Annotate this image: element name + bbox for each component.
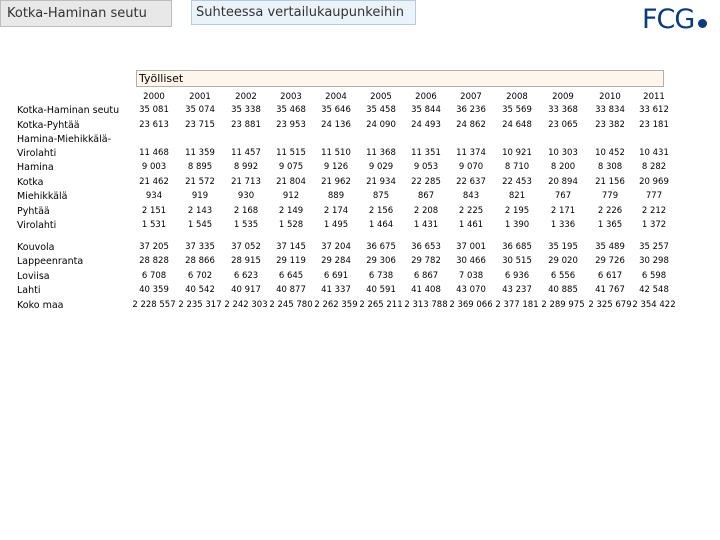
table-cell: 11 510	[321, 148, 351, 158]
table-cell: 2 171	[550, 206, 576, 216]
row-label: Kotka	[17, 177, 44, 188]
table-cell: 40 917	[231, 285, 261, 295]
row-label: Kotka-Pyhtää	[17, 120, 80, 131]
year-header: 2007	[460, 92, 482, 102]
year-header: 2006	[415, 92, 437, 102]
table-cell: 10 303	[548, 148, 578, 158]
table-cell: 1 495	[323, 220, 349, 230]
table-cell: 35 569	[502, 105, 532, 115]
table-cell: 11 374	[456, 148, 486, 158]
table-cell: 36 685	[502, 242, 532, 252]
table-cell: 35 074	[185, 105, 215, 115]
table-cell: 2 369 066	[449, 300, 493, 310]
table-cell: 1 372	[641, 220, 667, 230]
table-cell: 1 535	[233, 220, 259, 230]
year-header: 2001	[189, 92, 211, 102]
table-cell: 29 020	[548, 256, 578, 266]
table-cell: 1 390	[504, 220, 530, 230]
table-cell: 2 195	[504, 206, 530, 216]
logo-dot-icon	[698, 19, 707, 28]
table-cell: 37 052	[231, 242, 261, 252]
table-cell: 36 236	[456, 105, 486, 115]
table-cell: 2 149	[278, 206, 304, 216]
table-cell: 1 461	[458, 220, 484, 230]
table-cell: 7 038	[458, 271, 484, 281]
table-cell: 1 528	[278, 220, 304, 230]
table-cell: 30 298	[639, 256, 669, 266]
table-cell: 29 782	[411, 256, 441, 266]
table-cell: 2 242 303	[224, 300, 268, 310]
table-cell: 875	[372, 191, 390, 201]
row-label: Lahti	[17, 285, 41, 296]
table-header-band	[136, 70, 664, 87]
table-cell: 40 877	[276, 285, 306, 295]
table-cell: 1 464	[368, 220, 394, 230]
logo-text: FCG	[642, 3, 695, 35]
year-header: 2004	[325, 92, 347, 102]
table-cell: 24 090	[366, 120, 396, 130]
table-cell: 28 866	[185, 256, 215, 266]
table-cell: 33 834	[595, 105, 625, 115]
year-header: 2002	[235, 92, 257, 102]
table-cell: 21 572	[185, 177, 215, 187]
table-cell: 23 065	[548, 120, 578, 130]
table-cell: 30 466	[456, 256, 486, 266]
table-cell: 11 515	[276, 148, 306, 158]
table-cell: 8 895	[187, 162, 213, 172]
year-header: 2009	[552, 92, 574, 102]
table-cell: 23 181	[639, 120, 669, 130]
table-cell: 40 359	[139, 285, 169, 295]
row-label: Hamina	[17, 162, 54, 173]
table-cell: 8 282	[641, 162, 667, 172]
table-cell: 10 921	[502, 148, 532, 158]
table-cell: 20 969	[639, 177, 669, 187]
table-cell: 8 308	[597, 162, 623, 172]
row-label: Loviisa	[17, 271, 50, 282]
year-header: 2003	[280, 92, 302, 102]
table-cell: 33 368	[548, 105, 578, 115]
table-cell: 37 205	[139, 242, 169, 252]
fcg-logo	[642, 3, 707, 35]
table-cell: 37 145	[276, 242, 306, 252]
table-cell: 2 265 211	[359, 300, 403, 310]
table-cell: 24 648	[502, 120, 532, 130]
table-cell: 35 489	[595, 242, 625, 252]
table-cell: 767	[554, 191, 572, 201]
table-cell: 1 336	[550, 220, 576, 230]
table-cell: 35 468	[276, 105, 306, 115]
table-cell: 35 458	[366, 105, 396, 115]
table-cell: 6 617	[597, 271, 623, 281]
table-cell: 6 867	[413, 271, 439, 281]
table-cell: 6 691	[323, 271, 349, 281]
year-header: 2000	[143, 92, 165, 102]
table-cell: 2 354 422	[632, 300, 676, 310]
table-cell: 6 708	[141, 271, 167, 281]
table-cell: 8 710	[504, 162, 530, 172]
table-cell: 29 119	[276, 256, 306, 266]
table-cell: 29 726	[595, 256, 625, 266]
table-cell: 9 029	[368, 162, 394, 172]
table-cell: 2 151	[141, 206, 167, 216]
year-header: 2010	[599, 92, 621, 102]
table-cell: 919	[191, 191, 209, 201]
table-cell: 9 075	[278, 162, 304, 172]
year-header: 2005	[370, 92, 392, 102]
year-header: 2011	[643, 92, 665, 102]
table-cell: 8 992	[233, 162, 259, 172]
table-cell: 777	[645, 191, 663, 201]
row-label: Miehikkälä	[17, 191, 68, 202]
table-cell: 934	[145, 191, 163, 201]
table-cell: 23 881	[231, 120, 261, 130]
table-cell: 43 070	[456, 285, 486, 295]
table-cell: 821	[508, 191, 526, 201]
table-cell: 2 143	[187, 206, 213, 216]
row-label: Koko maa	[17, 300, 64, 311]
table-cell: 2 262 359	[314, 300, 358, 310]
row-label: Pyhtää	[17, 206, 50, 217]
table-cell: 2 235 317	[178, 300, 222, 310]
table-cell: 10 431	[639, 148, 669, 158]
table-cell: 37 204	[321, 242, 351, 252]
table-cell: 1 531	[141, 220, 167, 230]
table-cell: 42 548	[639, 285, 669, 295]
table-cell: 2 228 557	[132, 300, 176, 310]
table-cell: 30 515	[502, 256, 532, 266]
table-cell: 2 377 181	[495, 300, 539, 310]
table-cell: 9 070	[458, 162, 484, 172]
row-label: Kouvola	[17, 242, 55, 253]
table-cell: 41 767	[595, 285, 625, 295]
table-cell: 35 844	[411, 105, 441, 115]
table-cell: 22 285	[411, 177, 441, 187]
table-cell: 22 637	[456, 177, 486, 187]
table-cell: 23 953	[276, 120, 306, 130]
table-cell: 6 702	[187, 271, 213, 281]
table-cell: 11 359	[185, 148, 215, 158]
table-cell: 24 493	[411, 120, 441, 130]
row-label: Hamina-Miehikkälä-	[17, 134, 112, 145]
table-cell: 21 934	[366, 177, 396, 187]
table-cell: 41 337	[321, 285, 351, 295]
table-cell: 6 623	[233, 271, 259, 281]
table-cell: 2 289 975	[541, 300, 585, 310]
row-label: Virolahti	[17, 148, 57, 159]
table-cell: 20 894	[548, 177, 578, 187]
table-cell: 9 126	[323, 162, 349, 172]
region-label: Kotka-Haminan seutu	[0, 0, 172, 27]
table-cell: 843	[462, 191, 480, 201]
table-cell: 11 368	[366, 148, 396, 158]
table-cell: 28 828	[139, 256, 169, 266]
table-cell: 41 408	[411, 285, 441, 295]
table-cell: 36 653	[411, 242, 441, 252]
table-cell: 9 053	[413, 162, 439, 172]
table-cell: 40 591	[366, 285, 396, 295]
row-label: Virolahti	[17, 220, 57, 231]
table-cell: 21 462	[139, 177, 169, 187]
table-cell: 11 468	[139, 148, 169, 158]
table-cell: 2 208	[413, 206, 439, 216]
table-cell: 43 237	[502, 285, 532, 295]
table-cell: 1 365	[597, 220, 623, 230]
table-cell: 40 542	[185, 285, 215, 295]
table-cell: 11 351	[411, 148, 441, 158]
table-cell: 6 738	[368, 271, 394, 281]
table-cell: 889	[327, 191, 345, 201]
table-cell: 2 225	[458, 206, 484, 216]
table-cell: 6 556	[550, 271, 576, 281]
table-cell: 35 646	[321, 105, 351, 115]
table-cell: 24 862	[456, 120, 486, 130]
table-cell: 21 156	[595, 177, 625, 187]
table-cell: 930	[237, 191, 255, 201]
table-cell: 33 612	[639, 105, 669, 115]
table-cell: 11 457	[231, 148, 261, 158]
table-cell: 6 598	[641, 271, 667, 281]
table-cell: 35 338	[231, 105, 261, 115]
table-cell: 29 284	[321, 256, 351, 266]
table-cell: 912	[282, 191, 300, 201]
page-title: Suhteessa vertailukaupunkeihin	[191, 0, 416, 25]
table-cell: 23 613	[139, 120, 169, 130]
table-cell: 2 156	[368, 206, 394, 216]
table-cell: 28 915	[231, 256, 261, 266]
table-cell: 21 962	[321, 177, 351, 187]
row-label: Lappeenranta	[17, 256, 84, 267]
table-cell: 35 257	[639, 242, 669, 252]
table-cell: 37 001	[456, 242, 486, 252]
table-cell: 37 335	[185, 242, 215, 252]
row-label: Kotka-Haminan seutu	[17, 105, 120, 116]
table-cell: 35 081	[139, 105, 169, 115]
table-title: Työlliset	[139, 72, 184, 85]
table-cell: 1 545	[187, 220, 213, 230]
table-cell: 2 168	[233, 206, 259, 216]
table-cell: 21 804	[276, 177, 306, 187]
table-cell: 29 306	[366, 256, 396, 266]
table-cell: 24 136	[321, 120, 351, 130]
table-cell: 1 431	[413, 220, 439, 230]
table-cell: 2 226	[597, 206, 623, 216]
table-cell: 2 325 679	[588, 300, 632, 310]
year-header: 2008	[506, 92, 528, 102]
table-cell: 23 382	[595, 120, 625, 130]
table-cell: 9 003	[141, 162, 167, 172]
table-cell: 36 675	[366, 242, 396, 252]
table-cell: 6 936	[504, 271, 530, 281]
table-cell: 2 245 780	[269, 300, 313, 310]
table-cell: 779	[601, 191, 619, 201]
table-cell: 2 174	[323, 206, 349, 216]
table-cell: 35 195	[548, 242, 578, 252]
table-cell: 10 452	[595, 148, 625, 158]
table-cell: 8 200	[550, 162, 576, 172]
table-cell: 6 645	[278, 271, 304, 281]
table-cell: 21 713	[231, 177, 261, 187]
table-cell: 2 212	[641, 206, 667, 216]
table-cell: 867	[417, 191, 435, 201]
table-cell: 40 885	[548, 285, 578, 295]
table-cell: 2 313 788	[404, 300, 448, 310]
table-cell: 22 453	[502, 177, 532, 187]
table-cell: 23 715	[185, 120, 215, 130]
